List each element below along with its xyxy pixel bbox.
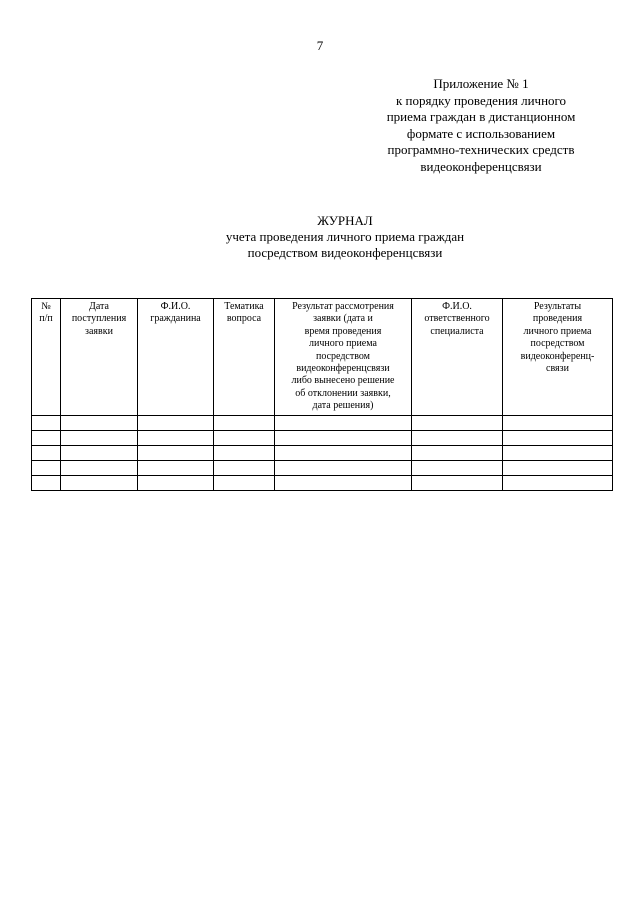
table-cell xyxy=(138,430,214,445)
appendix-line: приема граждан в дистанционном xyxy=(386,109,576,125)
table-cell xyxy=(138,460,214,475)
table-cell xyxy=(214,415,275,430)
appendix-line: видеоконференцсвязи xyxy=(420,158,542,174)
journal-subtitle-line: посредством видеоконференцсвязи xyxy=(247,245,443,260)
table-row xyxy=(32,430,613,445)
table-cell xyxy=(214,445,275,460)
table-cell xyxy=(412,445,503,460)
table-row xyxy=(32,415,613,430)
journal-title: ЖУРНАЛ xyxy=(317,213,373,228)
table-cell xyxy=(503,460,613,475)
table-cell xyxy=(412,460,503,475)
page-number: 7 xyxy=(316,38,324,53)
table-cell xyxy=(138,415,214,430)
table-cell xyxy=(32,460,61,475)
table-cell xyxy=(32,475,61,490)
table-cell xyxy=(412,415,503,430)
table-cell xyxy=(214,430,275,445)
table-cell xyxy=(61,415,138,430)
table-cell xyxy=(275,445,412,460)
column-header-review-result: Результат рассмотрения заявки (дата и время проведения личного приема посредством видеоконференцсвязи либо вынесено решение об отклонении заявки, дата решения) xyxy=(275,299,412,416)
column-header-topic: Тематика вопроса xyxy=(214,299,275,416)
table-cell xyxy=(503,475,613,490)
journal-heading xyxy=(0,213,640,261)
table-cell xyxy=(275,415,412,430)
table-body xyxy=(32,415,613,490)
table-cell xyxy=(61,445,138,460)
table-cell xyxy=(503,415,613,430)
appendix-block xyxy=(360,76,602,176)
column-header-results: Результаты проведения личного приема посредством видеоконференц- связи xyxy=(503,299,613,416)
table-cell xyxy=(61,475,138,490)
table-cell xyxy=(214,460,275,475)
table-row xyxy=(32,460,613,475)
appendix-line: Приложение № 1 xyxy=(433,76,529,91)
appendix-line: программно-технических средств xyxy=(387,142,575,158)
table-cell xyxy=(503,445,613,460)
table-cell xyxy=(32,415,61,430)
journal-subtitle-line: учета проведения личного приема граждан xyxy=(225,229,465,244)
column-header-date: Дата поступления заявки xyxy=(61,299,138,416)
table-cell xyxy=(412,475,503,490)
table-row xyxy=(32,475,613,490)
table-cell xyxy=(61,460,138,475)
table-cell xyxy=(214,475,275,490)
appendix-line: формате с использованием xyxy=(406,125,556,141)
table-cell xyxy=(32,430,61,445)
column-header-citizen: Ф.И.О. гражданина xyxy=(138,299,214,416)
column-header-number: № п/п xyxy=(32,299,61,416)
journal-table xyxy=(31,298,613,491)
table-cell xyxy=(61,430,138,445)
table-cell xyxy=(503,430,613,445)
column-header-specialist: Ф.И.О. ответственного специалиста xyxy=(412,299,503,416)
table-cell xyxy=(275,475,412,490)
table-header-row xyxy=(32,299,613,416)
table-cell xyxy=(412,430,503,445)
table-row xyxy=(32,445,613,460)
table-cell xyxy=(32,445,61,460)
table-cell xyxy=(138,445,214,460)
appendix-line: к порядку проведения личного xyxy=(395,92,567,108)
table-cell xyxy=(275,430,412,445)
table-cell xyxy=(275,460,412,475)
table-cell xyxy=(138,475,214,490)
